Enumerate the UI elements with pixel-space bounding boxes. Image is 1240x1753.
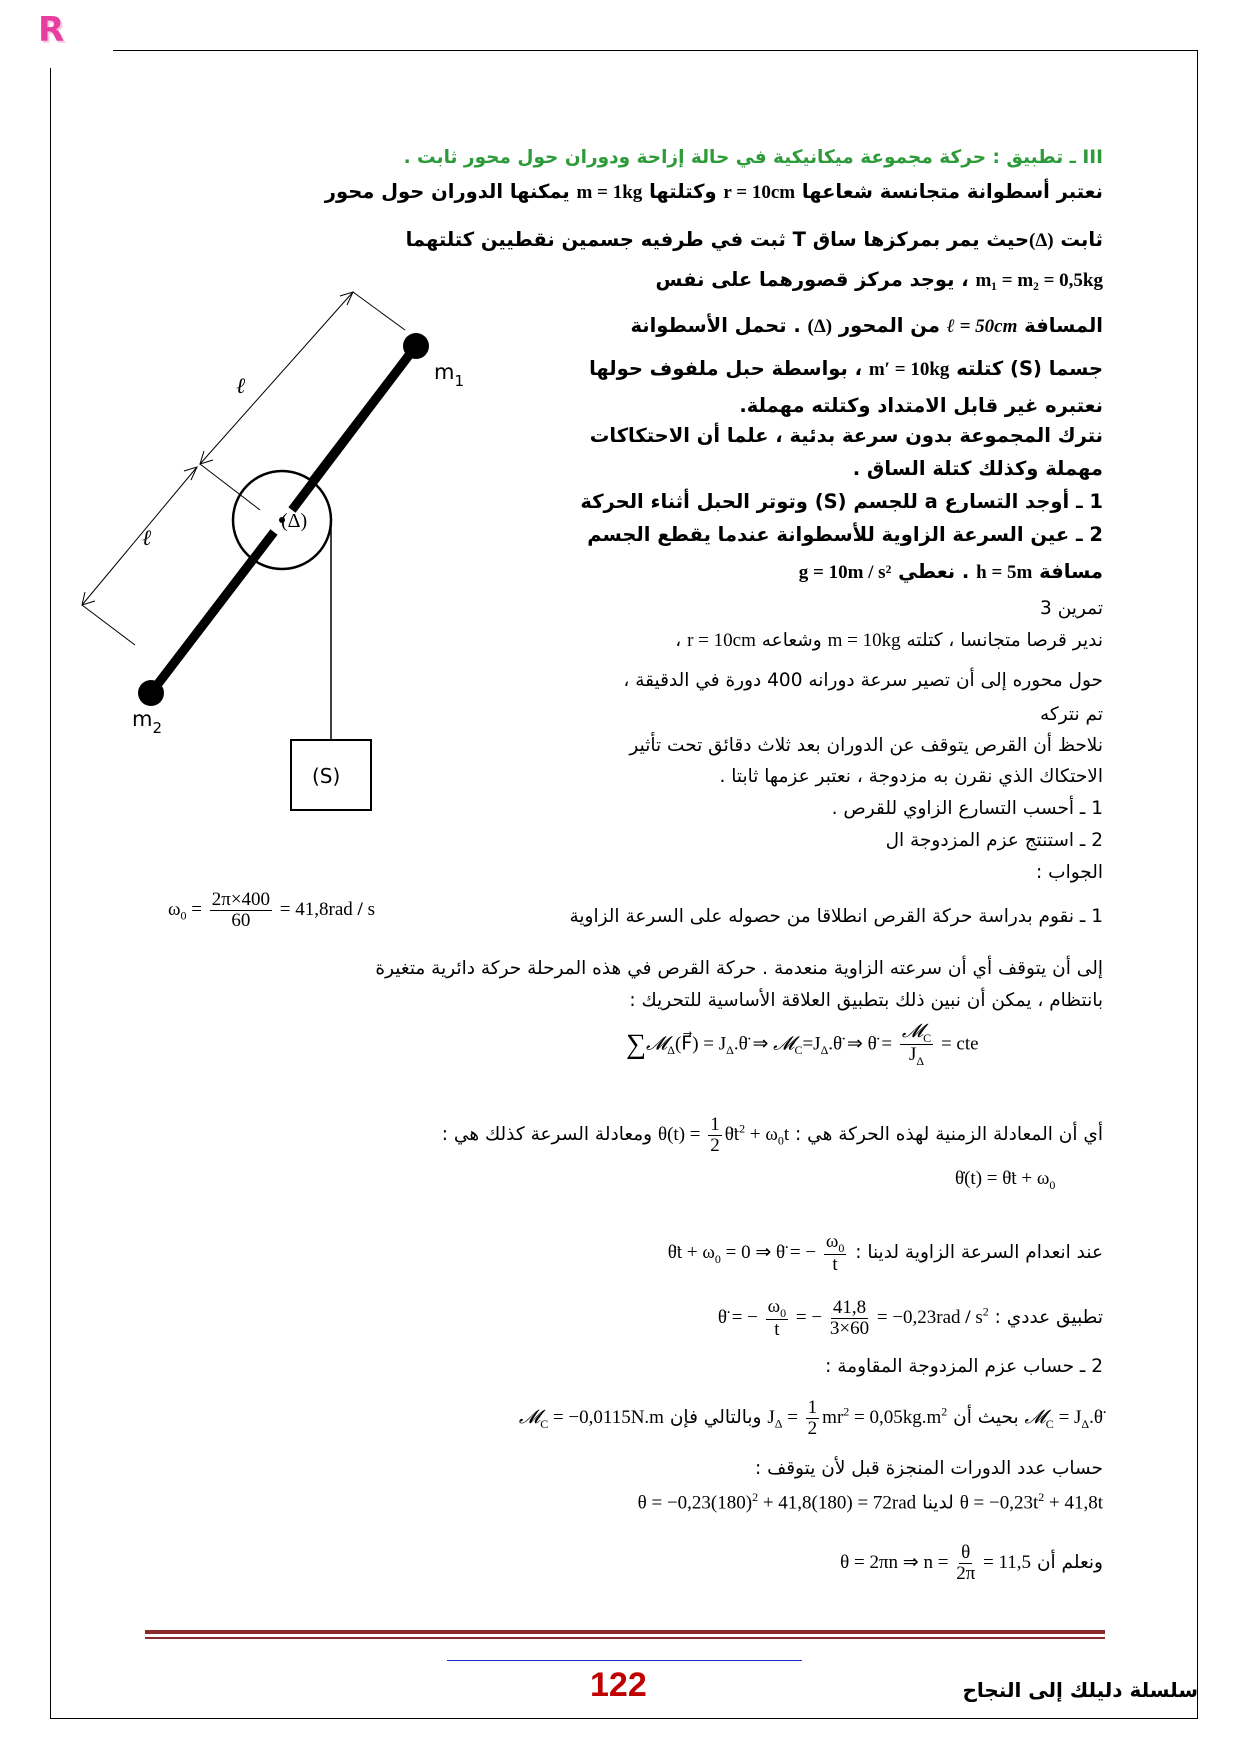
answer-line-4: أي أن المعادلة الزمنية لهذه الحركة هي : θ(t) = $\frac{1}{2}$ $\thetät^2 + \omega_0t$ ومعادلة السرعة كذلك هي :: [441, 1114, 1103, 1156]
exercise-line-3: تم نتركه: [1039, 704, 1103, 725]
frame-right: [1197, 50, 1198, 1718]
section-line-1: نعتبر أسطوانة متجانسة شعاعها r = 10cm وكتلتها m = 1kg يمكنها الدوران حول محور: [324, 180, 1103, 203]
exercise-line-4: نلاحظ أن القرص يتوقف عن الدوران بعد ثلاث دقائق تحت تأثير: [629, 735, 1103, 756]
answer-line-3: بانتظام ، يمكن أن نبين ذلك بتطبيق العلاقة الأساسية للتحريك :: [629, 990, 1103, 1011]
frame-top: [113, 50, 1198, 51]
section-line-2: ثابت (Δ)حيث يمر بمركزها ساق T ثبت في طرفيه جسمين نقطيين كتلتهما: [405, 228, 1103, 251]
exercise-q1: 1 ـ أحسب التسارع الزاوي للقرص .: [831, 798, 1103, 819]
footer-separator-thin: [145, 1637, 1105, 1639]
section-title: III ـ تطبيق : حركة مجموعة ميكانيكية في حالة إزاحة ودوران حول محور ثابت .: [403, 147, 1103, 168]
answer-line-11: ونعلم أن θ = 2πn ⇒ n = $\frac{\theta}{2\pi}$ = 11,5: [840, 1542, 1103, 1584]
exercise-line-2: حول محوره إلى أن تصير سرعة دورانه 400 دورة في الدقيقة ،: [623, 670, 1103, 691]
answer-line-7: 2 ـ حساب عزم المزدوجة المقاومة :: [825, 1356, 1103, 1377]
mass-m2: [138, 680, 164, 706]
label-l-lower: ℓ: [142, 526, 152, 551]
answer-line-2: إلى أن يتوقف أي أن سرعته الزاوية منعدمة . حركة القرص في هذه المرحلة حركة دائرية متغيرة: [375, 958, 1103, 979]
section-line-8: مهملة وكذلك كتلة الساق .: [852, 457, 1103, 480]
label-axis: (Δ): [281, 510, 308, 532]
answer-heading: الجواب :: [1036, 862, 1103, 883]
section-line-4: المسافة ℓ = 50cm من المحور (Δ) . تحمل الأسطوانة: [630, 314, 1103, 337]
section-line-3: m₁ = m₂ = 0,5kg ، يوجد مركز قصورهما على نفس: [655, 268, 1103, 291]
answer-line-8: 𝓜$_C$ = $J_\Delta.\thetä$ بحيث أن $J_\Delta$ = $\frac{1}{2}$ $mr^2 = 0,05kg.m^2$ وبالتالي فإن 𝓜$_C$ = −0,0115N.m: [518, 1397, 1103, 1439]
answer-line-5: عند انعدام السرعة الزاوية لدينا : θ̈t + $\omega_0 = 0$ ⇒ θ̈ = − $\frac{\omega_0}{t}$: [667, 1231, 1103, 1276]
frame-bottom: [50, 1718, 1198, 1719]
label-m2: $m_2$: [132, 707, 163, 737]
section-line-9: مسافة h = 5m . نعطي g = 10m / s²: [798, 560, 1103, 583]
exercise-line-1: ندير قرصا متجانسا ، كتلته m = 10kg وشعاعه r = 10cm ،: [675, 630, 1103, 651]
footer-separator: [145, 1630, 1105, 1634]
exercise-title: تمرين 3: [1040, 598, 1103, 619]
section-line-5: جسما (S) كتلته m′ = 10kg ، بواسطة حبل ملفوف حولها: [589, 357, 1103, 380]
answer-line-10: $\theta = -0,23t^2 + 41,8t$ لدينا $\theta = -0,23(180)^2 + 41,8(180) = 72rad$: [637, 1490, 1103, 1514]
mass-m1: [403, 333, 429, 359]
omega0-formula: $\omega_0$ = $\frac{2\pi\times 400}{60}$ = 41,8rad / s: [168, 889, 375, 931]
answer-line-1: 1 ـ نقوم بدراسة حركة القرص انطلاقا من حصوله على السرعة الزاوية: [569, 906, 1103, 927]
question-1: 1 ـ أوجد التسارع a للجسم (S) وتوتر الحبل أثناء الحركة: [580, 490, 1103, 513]
question-2: 2 ـ عين السرعة الزاوية للأسطوانة عندما يقطع الجسم: [587, 523, 1103, 546]
logo: R: [38, 10, 65, 50]
label-m1: $m_1$: [434, 360, 465, 390]
fundamental-relation: ∑𝓜$_\Delta$(F⃗) = $J_\Delta.\thetä$ ⇒ $𝓜_C=J_\Delta.\thetä$ ⇒ θ̈ = $\frac{𝓜_C}{J_\Delta}$ = cte: [626, 1021, 979, 1069]
section-line-7: نترك المجموعة بدون سرعة بدئية ، علما أن الاحتكاكات: [589, 424, 1103, 447]
section-line-6: نعتبره غير قابل الامتداد وكتلته مهملة.: [739, 394, 1103, 417]
exercise-line-5: الاحتكاك الذي نقرن به مزدوجة ، نعتبر عزمها ثابتا .: [719, 766, 1103, 787]
page-number: 122: [590, 1666, 647, 1704]
figure-cylinder-rod: [70, 270, 490, 820]
exercise-q2: 2 ـ استنتج عزم المزدوجة ال: [885, 830, 1103, 851]
answer-line-9: حساب عدد الدورات المنجزة قبل لأن يتوقف :: [754, 1458, 1103, 1479]
label-s: (S): [312, 764, 341, 788]
series-title: سلسلة دليلك إلى النجاح: [962, 1678, 1198, 1702]
label-l-upper: ℓ: [236, 374, 246, 399]
frame-left: [50, 68, 51, 1718]
footer-blue-line: [447, 1660, 802, 1661]
answer-line-6: تطبيق عددي : θ̈ = − $\frac{\omega_0}{t}$ = − $\frac{41,8}{3\times 60}$ = $-0,23rad / s^2$: [717, 1296, 1103, 1341]
velocity-equation: θ̇(t) = θ̈t + $\omega_0$: [955, 1168, 1056, 1192]
